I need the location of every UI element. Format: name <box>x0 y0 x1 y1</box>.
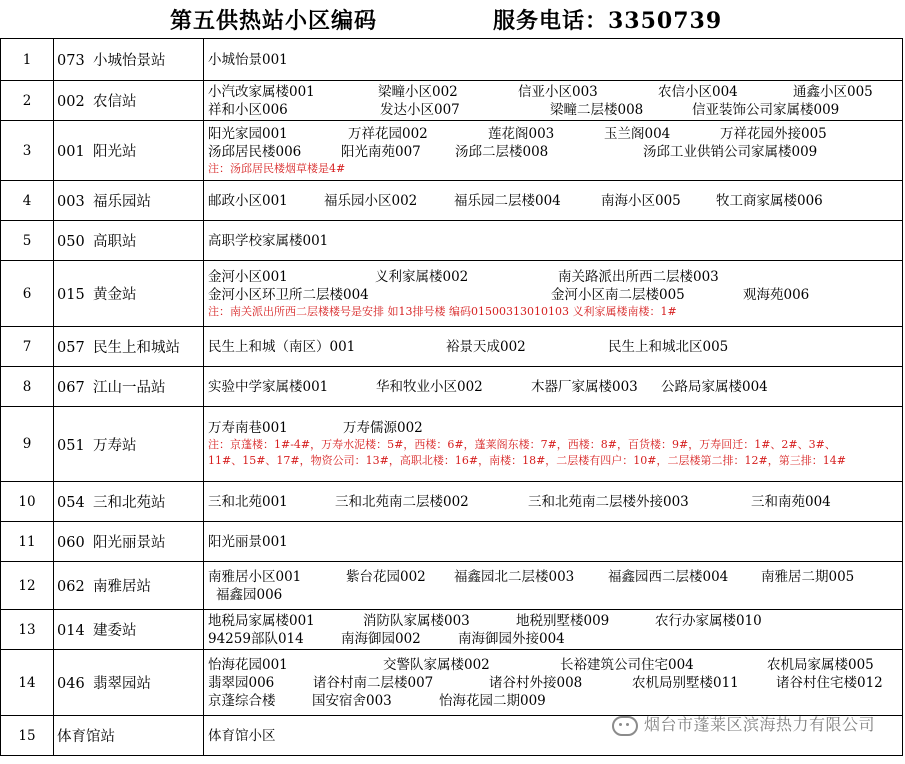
community-item: 玉兰阁004 <box>604 125 671 142</box>
community-item: 地税局家属楼001 <box>208 612 315 629</box>
station-cell <box>54 181 204 221</box>
community-item: 体育馆小区 <box>208 727 276 744</box>
station-name: 农信站 <box>93 94 137 110</box>
community-item: 福鑫园006 <box>216 586 283 603</box>
community-line <box>208 656 900 674</box>
row-number: 15 <box>1 716 54 756</box>
station-name: 建委站 <box>93 623 137 639</box>
community-item: 祥和小区006 <box>208 101 288 118</box>
community-item: 南海御园外接004 <box>458 630 565 647</box>
table-row <box>1 261 903 327</box>
community-item: 阳光南苑007 <box>341 143 421 160</box>
station-cell <box>54 327 204 367</box>
community-line <box>208 493 900 511</box>
community-list <box>204 39 903 81</box>
community-list <box>204 610 903 650</box>
community-list <box>204 522 903 562</box>
table-row <box>1 562 903 610</box>
community-item: 梁疃二层楼008 <box>550 101 644 118</box>
station-code: 062 <box>57 579 85 595</box>
community-item: 福乐园二层楼004 <box>454 192 561 209</box>
station-name: 阳光站 <box>93 144 137 160</box>
community-list <box>204 221 903 261</box>
station-cell <box>54 522 204 562</box>
community-item: 京蓬综合楼 <box>208 692 276 709</box>
community-item: 南关路派出所西二层楼003 <box>558 268 719 285</box>
station-name: 高职站 <box>93 234 137 250</box>
community-item: 诸谷村住宅楼012 <box>776 674 883 691</box>
community-list <box>204 367 903 407</box>
table-row <box>1 327 903 367</box>
community-item: 发达小区007 <box>380 101 460 118</box>
community-code-table <box>0 38 903 756</box>
community-item: 怡海花园二期009 <box>439 692 546 709</box>
community-item: 福乐园小区002 <box>324 192 418 209</box>
table-row <box>1 39 903 81</box>
station-code: 046 <box>57 676 85 692</box>
community-item: 邮政小区001 <box>208 192 288 209</box>
community-line <box>208 419 900 437</box>
row-number: 4 <box>1 181 54 221</box>
station-name: 民生上和城站 <box>93 340 180 356</box>
station-name: 阳光丽景站 <box>93 535 166 551</box>
community-item: 梁疃小区002 <box>378 83 458 100</box>
station-cell <box>54 39 204 81</box>
community-list <box>204 81 903 121</box>
community-item: 观海苑006 <box>743 286 810 303</box>
service-phone: 服务电话：3350739 <box>493 8 723 34</box>
station-code: 050 <box>57 234 85 250</box>
community-item: 牧工商家属楼006 <box>716 192 823 209</box>
station-cell <box>54 482 204 522</box>
note-text: 注：汤邱居民楼烟草楼是4# <box>208 161 346 175</box>
note-text: 注：京蓬楼：1#-4#，万寿水泥楼：5#，西楼：6#，蓬莱阁东楼：7#，西楼：8#，百货楼：9#，万寿回迁：1#、2#、3#、 <box>208 438 836 451</box>
community-item: 义利家属楼002 <box>375 268 469 285</box>
row-number: 8 <box>1 367 54 407</box>
row-number: 14 <box>1 650 54 716</box>
community-item: 万寿儒源002 <box>343 420 423 436</box>
community-item: 农信小区004 <box>658 83 738 100</box>
community-item: 金河小区001 <box>208 268 288 285</box>
community-list <box>204 181 903 221</box>
row-number: 3 <box>1 121 54 181</box>
community-item: 福鑫园西二层楼004 <box>608 568 729 585</box>
community-item: 华和牧业小区002 <box>376 378 483 395</box>
community-item: 万祥花园002 <box>348 125 428 142</box>
community-item: 汤邱居民楼006 <box>208 143 302 160</box>
community-list <box>204 562 903 610</box>
station-cell <box>54 81 204 121</box>
station-name: 江山一品站 <box>93 380 166 396</box>
station-name: 福乐园站 <box>93 194 151 210</box>
watermark <box>612 712 875 736</box>
community-item: 福鑫园北二层楼003 <box>454 568 575 585</box>
community-item: 交警队家属楼002 <box>383 656 490 673</box>
table-row <box>1 81 903 121</box>
row-number: 9 <box>1 407 54 482</box>
community-item: 通鑫小区005 <box>793 83 873 100</box>
community-item: 木器厂家属楼003 <box>531 378 638 395</box>
community-line <box>208 286 900 304</box>
station-cell <box>54 261 204 327</box>
community-line <box>208 692 900 710</box>
community-item: 高职学校家属楼001 <box>208 232 329 249</box>
table-row <box>1 181 903 221</box>
row-number: 12 <box>1 562 54 610</box>
station-name: 黄金站 <box>93 287 137 303</box>
community-item: 怡海花园001 <box>208 656 288 673</box>
community-item: 阳光家园001 <box>208 125 288 142</box>
community-line <box>208 586 900 604</box>
community-item: 长裕建筑公司住宅004 <box>560 656 694 673</box>
table-row <box>1 121 903 181</box>
row-number: 2 <box>1 81 54 121</box>
row-number: 11 <box>1 522 54 562</box>
community-item: 南海小区005 <box>601 192 681 209</box>
community-item: 公路局家属楼004 <box>661 378 768 395</box>
community-item: 农行办家属楼010 <box>655 612 762 629</box>
station-cell <box>54 716 204 756</box>
note-text: 注：南关派出所西二层楼楼号是安排 如13排号楼 编码01500313010103 义利家属楼南楼：1# <box>208 304 677 318</box>
station-name: 三和北苑站 <box>93 495 166 511</box>
community-line <box>208 101 900 119</box>
table-row <box>1 367 903 407</box>
station-cell <box>54 650 204 716</box>
community-item: 民生上和城（南区）001 <box>208 338 356 355</box>
community-item: 实验中学家属楼001 <box>208 378 329 395</box>
table-row <box>1 407 903 482</box>
community-item: 农机局别墅楼011 <box>632 674 739 691</box>
station-code: 001 <box>57 144 85 160</box>
community-item: 紫台花园002 <box>346 568 426 585</box>
community-line <box>208 630 900 648</box>
community-item: 金河小区南二层楼005 <box>551 286 685 303</box>
community-line <box>208 192 900 210</box>
table-row <box>1 650 903 716</box>
watermark-text: 烟台市蓬莱区滨海热力有限公司 <box>643 715 875 734</box>
table-row <box>1 221 903 261</box>
community-item: 诸谷村南二层楼007 <box>313 674 434 691</box>
community-item: 汤邱二层楼008 <box>455 143 549 160</box>
community-item: 94259部队014 <box>208 630 304 647</box>
community-item: 信亚小区003 <box>518 83 598 100</box>
community-item: 三和北苑001 <box>208 493 288 510</box>
station-code: 051 <box>57 437 85 454</box>
station-code: 002 <box>57 94 85 110</box>
community-item: 南雅居二期005 <box>761 568 855 585</box>
table-row <box>1 482 903 522</box>
community-item: 农机局家属楼005 <box>767 656 874 673</box>
community-list <box>204 407 903 482</box>
note-text: 11#、15#、17#，物资公司：13#，高职北楼：16#，南楼：18#，二层楼有四户：10#，二层楼第二排：12#，第三排：14# <box>208 454 846 467</box>
station-cell <box>54 221 204 261</box>
community-item: 地税别墅楼009 <box>516 612 610 629</box>
community-list <box>204 121 903 181</box>
station-cell <box>54 121 204 181</box>
community-item: 汤邱工业供销公司家属楼009 <box>643 143 818 160</box>
community-line <box>208 378 900 396</box>
station-code: 003 <box>57 194 85 210</box>
community-item: 信亚装饰公司家属楼009 <box>692 101 840 118</box>
station-cell <box>54 407 204 482</box>
community-line <box>208 533 900 551</box>
row-number: 13 <box>1 610 54 650</box>
community-line <box>208 51 900 69</box>
community-line <box>208 568 900 586</box>
station-code: 067 <box>57 380 85 396</box>
station-code: 057 <box>57 340 85 356</box>
community-item: 莲花阁003 <box>488 125 555 142</box>
row-number: 5 <box>1 221 54 261</box>
community-item: 阳光丽景001 <box>208 533 288 550</box>
community-item: 三和南苑004 <box>751 493 831 510</box>
community-line <box>208 232 900 250</box>
community-item: 三和北苑南二层楼002 <box>335 493 469 510</box>
community-item: 三和北苑南二层楼外接003 <box>528 493 689 510</box>
community-line <box>208 338 900 356</box>
station-name: 南雅居站 <box>93 579 151 595</box>
station-code: 060 <box>57 535 85 551</box>
community-item: 国安宿舍003 <box>312 692 392 709</box>
table-row <box>1 610 903 650</box>
community-list <box>204 650 903 716</box>
station-code: 073 <box>57 53 85 69</box>
community-list <box>204 327 903 367</box>
community-line <box>208 143 900 161</box>
station-cell <box>54 610 204 650</box>
community-list <box>204 482 903 522</box>
community-line <box>208 674 900 692</box>
title-bar <box>0 0 905 38</box>
community-item: 万寿南巷001 <box>208 420 288 436</box>
community-item: 南海御园002 <box>341 630 421 647</box>
community-item: 翡翠园006 <box>208 674 275 691</box>
station-cell <box>54 367 204 407</box>
station-name: 小城怡景站 <box>93 53 166 69</box>
community-item: 民生上和城北区005 <box>608 338 729 355</box>
community-item: 小汽改家属楼001 <box>208 83 315 100</box>
row-number: 7 <box>1 327 54 367</box>
station-name: 体育馆站 <box>57 729 115 745</box>
community-list <box>204 261 903 327</box>
community-line <box>208 125 900 143</box>
row-number: 6 <box>1 261 54 327</box>
station-name: 万寿站 <box>93 437 137 454</box>
row-number: 1 <box>1 39 54 81</box>
station-name: 翡翠园站 <box>93 676 151 692</box>
community-item: 小城怡景001 <box>208 51 288 68</box>
community-item: 南雅居小区001 <box>208 568 302 585</box>
station-code: 054 <box>57 495 85 511</box>
community-item: 万祥花园外接005 <box>720 125 827 142</box>
station-code: 015 <box>57 287 85 303</box>
station-cell <box>54 562 204 610</box>
table-row <box>1 522 903 562</box>
community-item: 消防队家属楼003 <box>363 612 470 629</box>
community-item: 裕景天成002 <box>446 338 526 355</box>
page-title: 第五供热站小区编码 <box>170 8 378 34</box>
table-body <box>1 39 903 756</box>
wechat-icon <box>612 716 638 736</box>
community-line <box>208 612 900 630</box>
community-line <box>208 83 900 101</box>
community-item: 金河小区环卫所二层楼004 <box>208 286 369 303</box>
community-item: 诸谷村外接008 <box>489 674 583 691</box>
community-line <box>208 268 900 286</box>
row-number: 10 <box>1 482 54 522</box>
station-code: 014 <box>57 623 85 639</box>
